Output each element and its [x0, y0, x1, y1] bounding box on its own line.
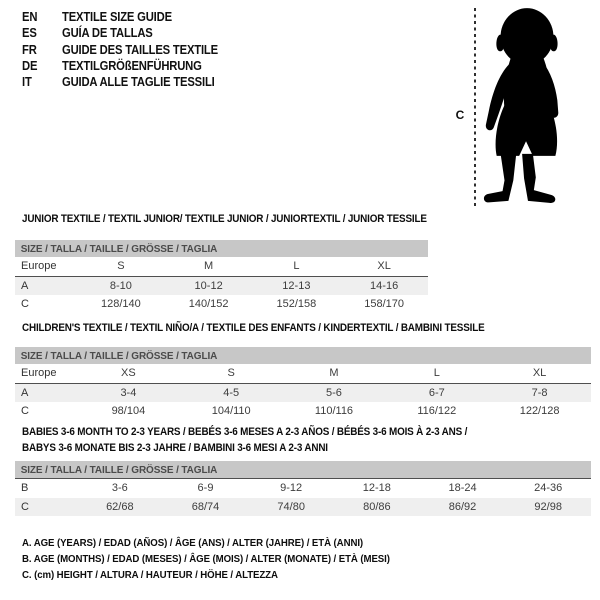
value-cell: 3-6	[111, 482, 128, 495]
value-cell: 24-36	[534, 482, 563, 495]
size-header-bar	[15, 240, 428, 257]
value-cell: 6-9	[197, 482, 214, 495]
row-label: C	[21, 405, 29, 418]
children-size-table	[15, 347, 591, 421]
size-header-label: SIZE / TALLA / TAILLE / GRÖSSE / TAGLIA	[20, 463, 218, 476]
size-header-label: SIZE / TALLA / TAILLE / GRÖSSE / TAGLIA	[20, 242, 218, 255]
value-cell: 80/86	[363, 500, 391, 513]
size-header-bar	[15, 461, 591, 479]
size-cell: L	[433, 367, 440, 380]
value-cell: 6-7	[428, 386, 445, 399]
value-cell: 116/122	[417, 405, 457, 418]
value-cell: 62/68	[106, 500, 134, 513]
value-cell: 4-5	[223, 386, 240, 399]
size-header-bar	[15, 347, 591, 364]
row-label: C	[21, 298, 29, 311]
value-cell: 98/104	[111, 405, 146, 418]
language-row	[22, 74, 235, 90]
row-label: B	[21, 482, 29, 495]
table-row-height	[15, 498, 591, 517]
table-row-age	[15, 277, 428, 296]
value-cell: 5-6	[326, 386, 342, 399]
language-row	[22, 9, 235, 25]
value-cell: 12-13	[282, 279, 311, 292]
legend-line-b: B. AGE (MONTHS) / EDAD (MESES) / ÂGE (MOIS) / ALTER (MONATE) / ETÀ (MESI)	[22, 553, 390, 566]
value-cell: 8-10	[109, 279, 132, 292]
value-cell: 74/80	[277, 500, 305, 513]
size-cell: S	[117, 260, 125, 273]
height-measure-dashed-line	[474, 8, 476, 207]
value-cell: 104/110	[211, 405, 251, 418]
value-cell: 68/74	[191, 500, 220, 513]
legend-line-a: A. AGE (YEARS) / EDAD (AÑOS) / ÂGE (ANS) / ALTER (JAHRE) / ETÀ (ANNI)	[22, 537, 364, 549]
value-cell: 7-8	[531, 386, 548, 399]
row-label: A	[21, 386, 29, 399]
table-row-age	[15, 384, 591, 403]
language-code: DE	[22, 59, 38, 74]
figure-measure-label: C	[455, 108, 465, 122]
row-label: A	[21, 279, 29, 292]
value-cell: 14-16	[370, 279, 399, 292]
value-cell: 128/140	[100, 298, 141, 311]
junior-size-table	[15, 240, 428, 314]
measurement-legend	[22, 537, 422, 586]
size-cell: M	[329, 367, 339, 380]
language-label: TEXTILE SIZE GUIDE	[62, 10, 172, 25]
language-row	[22, 58, 235, 74]
value-cell: 12-18	[362, 482, 391, 495]
row-label: Europe	[21, 367, 57, 380]
section-title-children: CHILDREN'S TEXTILE / TEXTIL NIÑO/A / TEXTILE DES ENFANTS / KINDERTEXTIL / BAMBINI TESSILE	[22, 322, 485, 334]
language-code: IT	[22, 75, 32, 90]
language-label: GUÍA DE TALLAS	[62, 26, 153, 41]
value-cell: 86/92	[448, 500, 477, 513]
size-cell: XL	[377, 260, 391, 273]
value-cell: 122/128	[519, 405, 560, 418]
language-label: GUIDA ALLE TAGLIE TESSILI	[62, 75, 215, 90]
value-cell: 92/98	[534, 500, 562, 513]
language-label: TEXTILGRÖßENFÜHRUNG	[62, 59, 202, 74]
language-code: EN	[22, 10, 38, 25]
value-cell: 9-12	[280, 482, 303, 495]
size-cell: XL	[532, 367, 547, 380]
row-label: Europe	[21, 260, 57, 273]
language-title-block	[22, 9, 235, 90]
table-row-height	[15, 402, 591, 421]
language-label: GUIDE DES TAILLES TEXTILE	[62, 42, 218, 57]
size-cell: XS	[121, 367, 136, 380]
value-cell: 152/158	[276, 298, 317, 311]
size-cell: M	[204, 260, 214, 273]
table-row-europe	[15, 364, 591, 384]
section-title-babies	[22, 425, 526, 456]
language-code: FR	[22, 42, 37, 57]
value-cell: 18-24	[448, 482, 477, 495]
section-title-babies-line1: BABIES 3-6 MONTH TO 2-3 YEARS / BEBÉS 3-6 MESES A 2-3 AÑOS / BÉBÉS 3-6 MOIS À 2-3 ANS /	[22, 426, 468, 438]
value-cell: 158/170	[364, 298, 404, 311]
value-cell: 10-12	[194, 279, 223, 292]
section-title-babies-line2: BABYS 3-6 MONATE BIS 2-3 JAHRE / BAMBINI 3-6 MESI A 2-3 ANNI	[22, 441, 328, 454]
table-row-months	[15, 479, 591, 498]
size-cell: L	[293, 260, 300, 273]
language-row	[22, 42, 235, 58]
table-row-europe	[15, 257, 428, 277]
baby-silhouette-icon	[482, 6, 572, 206]
legend-line-c: C. (cm) HEIGHT / ALTURA / HAUTEUR / HÖHE / ALTEZZA	[22, 569, 278, 582]
size-header-label: SIZE / TALLA / TAILLE / GRÖSSE / TAGLIA	[20, 349, 218, 362]
babies-size-table	[15, 461, 591, 516]
language-row	[22, 25, 235, 41]
value-cell: 3-4	[120, 386, 137, 399]
size-cell: S	[227, 367, 235, 380]
section-title-junior: JUNIOR TEXTILE / TEXTIL JUNIOR/ TEXTILE JUNIOR / JUNIORTEXTIL / JUNIOR TESSILE	[22, 213, 427, 225]
language-code: ES	[22, 26, 37, 41]
value-cell: 140/152	[188, 298, 229, 311]
row-label: C	[21, 500, 29, 513]
value-cell: 110/116	[314, 405, 354, 418]
table-row-height	[15, 295, 428, 314]
